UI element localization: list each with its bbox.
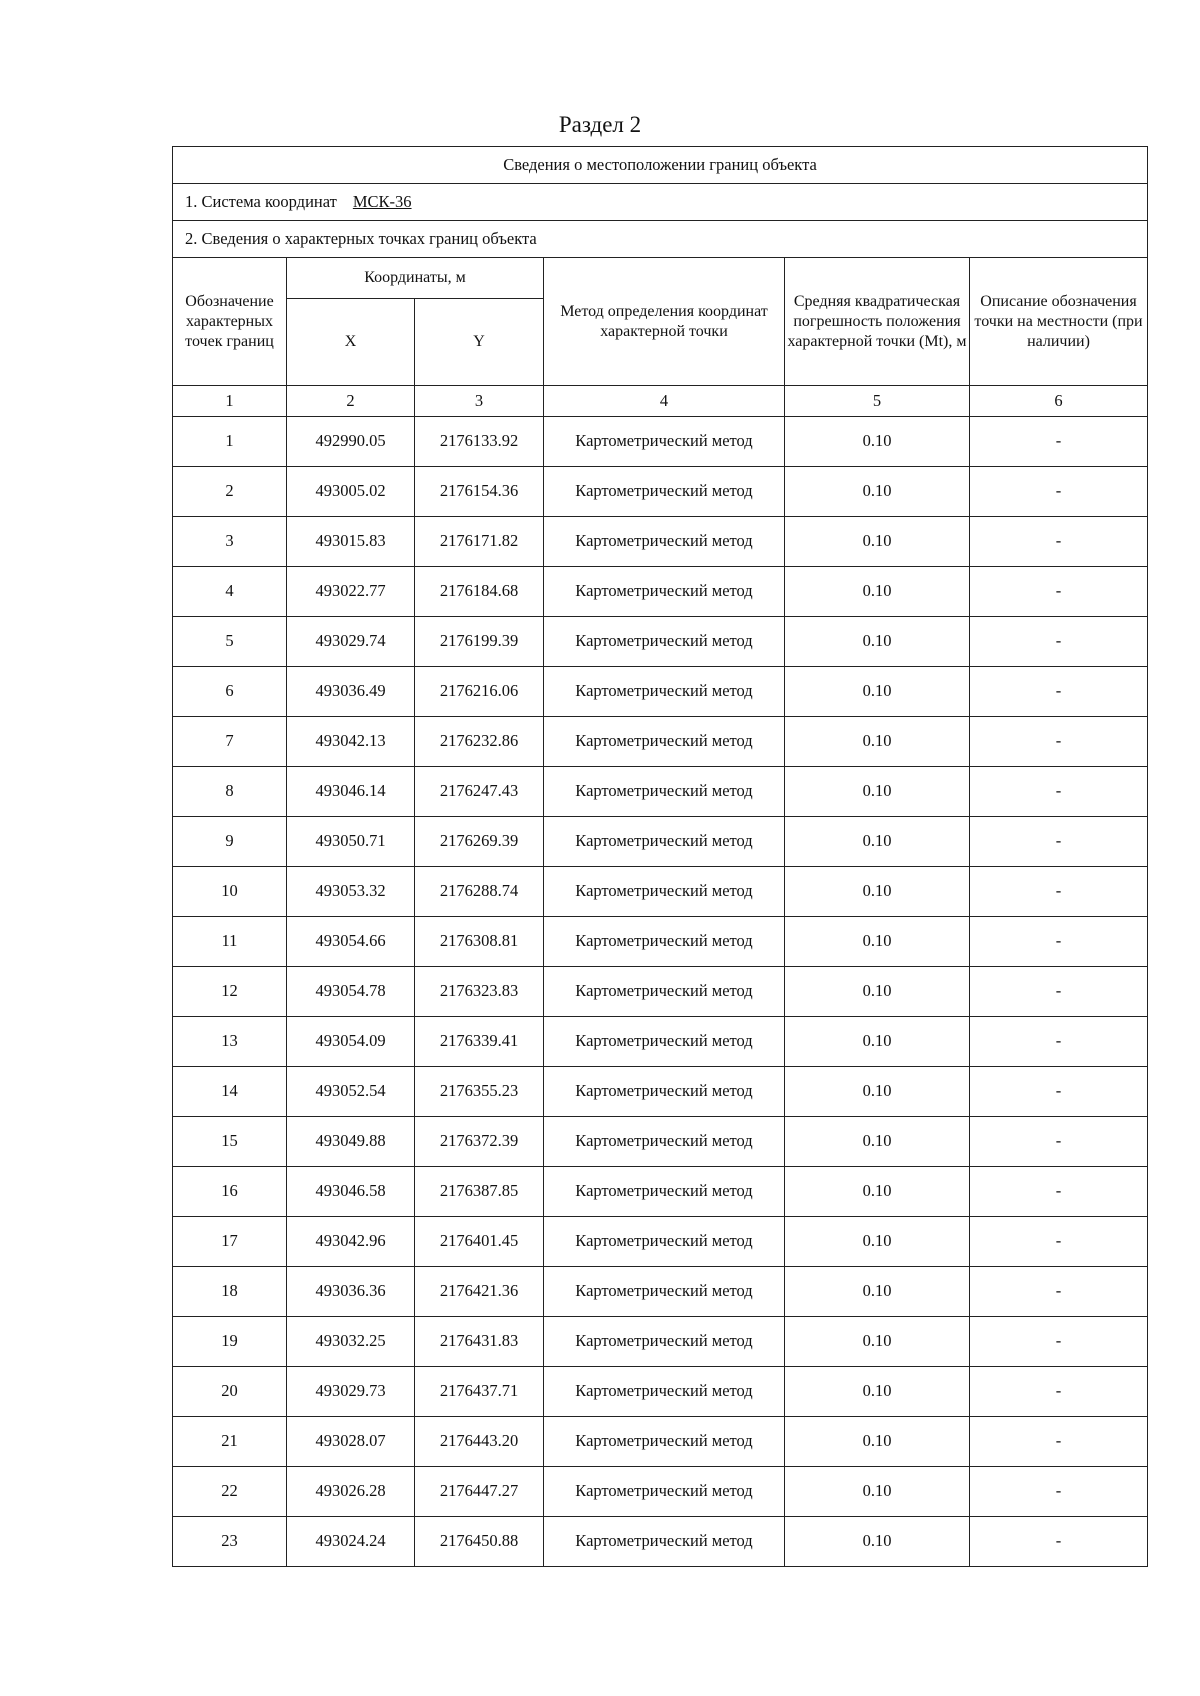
method-cell: [544, 1167, 785, 1217]
description-cell: -: [970, 1067, 1148, 1117]
point-number-cell: 2: [173, 467, 287, 517]
accuracy-cell: 0.10: [785, 917, 970, 967]
accuracy-cell: 0.10: [785, 1467, 970, 1517]
point-number-cell: 13: [173, 1017, 287, 1067]
description-cell: -: [970, 917, 1148, 967]
y-coordinate-cell: 2176308.81: [415, 917, 544, 967]
x-coordinate-cell: 493050.71: [287, 817, 415, 867]
accuracy-cell: 0.10: [785, 1267, 970, 1317]
table-row: [173, 1017, 1148, 1067]
y-coordinate-cell: 2176288.74: [415, 867, 544, 917]
table-title-row: [173, 147, 1148, 184]
accuracy-cell: 0.10: [785, 1417, 970, 1467]
header-coordinates: Координаты, м: [287, 258, 544, 299]
table-row: [173, 1467, 1148, 1517]
y-coordinate-cell: 2176133.92: [415, 417, 544, 467]
y-coordinate-cell: 2176421.36: [415, 1267, 544, 1317]
description-cell: -: [970, 1417, 1148, 1467]
description-cell: -: [970, 1117, 1148, 1167]
method-text: Картометрический метод: [575, 881, 753, 901]
accuracy-cell: 0.10: [785, 467, 970, 517]
method-text: Картометрический метод: [575, 1181, 753, 1201]
table-row: [173, 1517, 1148, 1567]
table-row: [173, 1367, 1148, 1417]
description-cell: -: [970, 1467, 1148, 1517]
accuracy-cell: 0.10: [785, 517, 970, 567]
method-text: Картометрический метод: [575, 1331, 753, 1351]
x-coordinate-cell: 493054.66: [287, 917, 415, 967]
header-description: Описание обозначения точки на местности (при наличии): [970, 258, 1148, 386]
x-coordinate-cell: 493052.54: [287, 1067, 415, 1117]
accuracy-cell: 0.10: [785, 1067, 970, 1117]
x-coordinate-cell: 493046.14: [287, 767, 415, 817]
accuracy-cell: 0.10: [785, 567, 970, 617]
method-text: Картометрический метод: [575, 431, 753, 451]
accuracy-cell: 0.10: [785, 967, 970, 1017]
table-row: [173, 1117, 1148, 1167]
column-number-row: [173, 386, 1148, 417]
table-row: [173, 1167, 1148, 1217]
x-coordinate-cell: 493022.77: [287, 567, 415, 617]
description-cell: -: [970, 517, 1148, 567]
section-title: Раздел 2: [558, 112, 642, 137]
y-coordinate-cell: 2176443.20: [415, 1417, 544, 1467]
y-coordinate-cell: 2176387.85: [415, 1167, 544, 1217]
method-text: Картометрический метод: [575, 631, 753, 651]
accuracy-cell: 0.10: [785, 1367, 970, 1417]
accuracy-cell: 0.10: [785, 667, 970, 717]
x-coordinate-cell: 493054.09: [287, 1017, 415, 1067]
x-coordinate-cell: 493026.28: [287, 1467, 415, 1517]
point-number-cell: 3: [173, 517, 287, 567]
description-cell: -: [970, 667, 1148, 717]
y-coordinate-cell: 2176447.27: [415, 1467, 544, 1517]
accuracy-cell: 0.10: [785, 767, 970, 817]
y-coordinate-cell: 2176437.71: [415, 1367, 544, 1417]
column-number: 2: [287, 386, 415, 417]
accuracy-cell: 0.10: [785, 717, 970, 767]
point-number-cell: 22: [173, 1467, 287, 1517]
y-coordinate-cell: 2176171.82: [415, 517, 544, 567]
method-cell: [544, 1017, 785, 1067]
point-number-cell: 15: [173, 1117, 287, 1167]
point-number-cell: 19: [173, 1317, 287, 1367]
description-cell: -: [970, 617, 1148, 667]
boundary-points-table: [172, 146, 1148, 1567]
table-row: [173, 967, 1148, 1017]
accuracy-cell: 0.10: [785, 1117, 970, 1167]
method-text: Картометрический метод: [575, 1531, 753, 1551]
points-heading: 2. Сведения о характерных точках границ объекта: [173, 221, 1148, 258]
description-cell: -: [970, 1517, 1148, 1567]
y-coordinate-cell: 2176339.41: [415, 1017, 544, 1067]
column-number: 3: [415, 386, 544, 417]
description-cell: -: [970, 417, 1148, 467]
x-coordinate-cell: 493054.78: [287, 967, 415, 1017]
description-cell: -: [970, 1367, 1148, 1417]
table-title: Сведения о местоположении границ объекта: [173, 147, 1148, 184]
method-cell: [544, 817, 785, 867]
table-row: [173, 817, 1148, 867]
point-number-cell: 4: [173, 567, 287, 617]
column-number: 4: [544, 386, 785, 417]
accuracy-cell: 0.10: [785, 1217, 970, 1267]
point-number-cell: 14: [173, 1067, 287, 1117]
method-cell: [544, 567, 785, 617]
table-row: [173, 717, 1148, 767]
accuracy-cell: 0.10: [785, 617, 970, 667]
table-row: [173, 867, 1148, 917]
table-row: [173, 767, 1148, 817]
accuracy-cell: 0.10: [785, 1517, 970, 1567]
point-number-cell: 20: [173, 1367, 287, 1417]
description-cell: -: [970, 717, 1148, 767]
method-cell: [544, 417, 785, 467]
method-text: Картометрический метод: [575, 1131, 753, 1151]
point-number-cell: 7: [173, 717, 287, 767]
method-cell: [544, 967, 785, 1017]
x-coordinate-cell: 493042.13: [287, 717, 415, 767]
header-method: Метод определения координат характерной точки: [544, 258, 785, 386]
point-number-cell: 18: [173, 1267, 287, 1317]
points-heading-row: [173, 221, 1148, 258]
table-row: [173, 1217, 1148, 1267]
method-cell: [544, 867, 785, 917]
x-coordinate-cell: 493046.58: [287, 1167, 415, 1217]
point-number-cell: 1: [173, 417, 287, 467]
description-cell: -: [970, 1317, 1148, 1367]
description-cell: -: [970, 467, 1148, 517]
method-cell: [544, 667, 785, 717]
y-coordinate-cell: 2176401.45: [415, 1217, 544, 1267]
method-text: Картометрический метод: [575, 681, 753, 701]
x-coordinate-cell: 493015.83: [287, 517, 415, 567]
table-row: [173, 1417, 1148, 1467]
table-row: [173, 1317, 1148, 1367]
point-number-cell: 9: [173, 817, 287, 867]
accuracy-cell: 0.10: [785, 817, 970, 867]
description-cell: -: [970, 1017, 1148, 1067]
x-coordinate-cell: 493028.07: [287, 1417, 415, 1467]
header-y: Y: [415, 299, 544, 386]
method-text: Картометрический метод: [575, 1481, 753, 1501]
description-cell: -: [970, 1267, 1148, 1317]
x-coordinate-cell: 493029.74: [287, 617, 415, 667]
y-coordinate-cell: 2176216.06: [415, 667, 544, 717]
x-coordinate-cell: 493005.02: [287, 467, 415, 517]
method-text: Картометрический метод: [575, 1281, 753, 1301]
x-coordinate-cell: 493053.32: [287, 867, 415, 917]
method-cell: [544, 717, 785, 767]
description-cell: -: [970, 1167, 1148, 1217]
table-row: [173, 1267, 1148, 1317]
table-row: [173, 917, 1148, 967]
table-row: [173, 667, 1148, 717]
table-row: [173, 617, 1148, 667]
accuracy-cell: 0.10: [785, 417, 970, 467]
method-cell: [544, 517, 785, 567]
x-coordinate-cell: 493029.73: [287, 1367, 415, 1417]
header-x: X: [287, 299, 415, 386]
table-row: [173, 417, 1148, 467]
method-cell: [544, 1367, 785, 1417]
point-number-cell: 5: [173, 617, 287, 667]
x-coordinate-cell: 493024.24: [287, 1517, 415, 1567]
method-text: Картометрический метод: [575, 831, 753, 851]
description-cell: -: [970, 867, 1148, 917]
y-coordinate-cell: 2176431.83: [415, 1317, 544, 1367]
method-cell: [544, 1417, 785, 1467]
method-text: Картометрический метод: [575, 931, 753, 951]
x-coordinate-cell: 493036.49: [287, 667, 415, 717]
coord-system-value: МСК-36: [352, 191, 412, 211]
description-cell: -: [970, 567, 1148, 617]
x-coordinate-cell: 493032.25: [287, 1317, 415, 1367]
method-cell: [544, 1317, 785, 1367]
table-row: [173, 517, 1148, 567]
description-cell: -: [970, 817, 1148, 867]
method-text: Картометрический метод: [575, 481, 753, 501]
y-coordinate-cell: 2176247.43: [415, 767, 544, 817]
coord-system-cell: [173, 184, 1148, 221]
method-text: Картометрический метод: [575, 531, 753, 551]
coord-system-row: [173, 184, 1148, 221]
point-number-cell: 16: [173, 1167, 287, 1217]
method-text: Картометрический метод: [575, 781, 753, 801]
description-cell: -: [970, 967, 1148, 1017]
method-text: Картометрический метод: [575, 731, 753, 751]
y-coordinate-cell: 2176184.68: [415, 567, 544, 617]
method-cell: [544, 617, 785, 667]
method-cell: [544, 1067, 785, 1117]
y-coordinate-cell: 2176323.83: [415, 967, 544, 1017]
point-number-cell: 8: [173, 767, 287, 817]
method-cell: [544, 1517, 785, 1567]
method-cell: [544, 1467, 785, 1517]
point-number-cell: 17: [173, 1217, 287, 1267]
x-coordinate-cell: 493049.88: [287, 1117, 415, 1167]
y-coordinate-cell: 2176154.36: [415, 467, 544, 517]
method-text: Картометрический метод: [575, 581, 753, 601]
x-coordinate-cell: 492990.05: [287, 417, 415, 467]
method-cell: [544, 1117, 785, 1167]
y-coordinate-cell: 2176355.23: [415, 1067, 544, 1117]
method-text: Картометрический метод: [575, 1431, 753, 1451]
column-number: 5: [785, 386, 970, 417]
description-cell: -: [970, 1217, 1148, 1267]
description-cell: -: [970, 767, 1148, 817]
table-row: [173, 1067, 1148, 1117]
method-cell: [544, 767, 785, 817]
method-cell: [544, 467, 785, 517]
table-row: [173, 467, 1148, 517]
y-coordinate-cell: 2176372.39: [415, 1117, 544, 1167]
y-coordinate-cell: 2176269.39: [415, 817, 544, 867]
column-number: 6: [970, 386, 1148, 417]
coord-system-label: 1. Система координат: [185, 191, 337, 211]
header-point-designation: Обозначение характерных точек границ: [173, 258, 287, 386]
table-body: [173, 147, 1148, 1567]
point-number-cell: 6: [173, 667, 287, 717]
accuracy-cell: 0.10: [785, 1317, 970, 1367]
method-cell: [544, 1267, 785, 1317]
point-number-cell: 12: [173, 967, 287, 1017]
method-text: Картометрический метод: [575, 1081, 753, 1101]
y-coordinate-cell: 2176199.39: [415, 617, 544, 667]
method-text: Картометрический метод: [575, 981, 753, 1001]
point-number-cell: 21: [173, 1417, 287, 1467]
point-number-cell: 10: [173, 867, 287, 917]
header-row-top: [173, 258, 1148, 299]
column-number: 1: [173, 386, 287, 417]
y-coordinate-cell: 2176232.86: [415, 717, 544, 767]
x-coordinate-cell: 493042.96: [287, 1217, 415, 1267]
x-coordinate-cell: 493036.36: [287, 1267, 415, 1317]
method-text: Картометрический метод: [575, 1381, 753, 1401]
accuracy-cell: 0.10: [785, 1017, 970, 1067]
method-cell: [544, 1217, 785, 1267]
table-row: [173, 567, 1148, 617]
method-text: Картометрический метод: [575, 1231, 753, 1251]
y-coordinate-cell: 2176450.88: [415, 1517, 544, 1567]
method-text: Картометрический метод: [575, 1031, 753, 1051]
point-number-cell: 23: [173, 1517, 287, 1567]
method-cell: [544, 917, 785, 967]
point-number-cell: 11: [173, 917, 287, 967]
accuracy-cell: 0.10: [785, 867, 970, 917]
header-accuracy: Средняя квадратическая погрешность положения характерной точки (Mt), м: [785, 258, 970, 386]
accuracy-cell: 0.10: [785, 1167, 970, 1217]
